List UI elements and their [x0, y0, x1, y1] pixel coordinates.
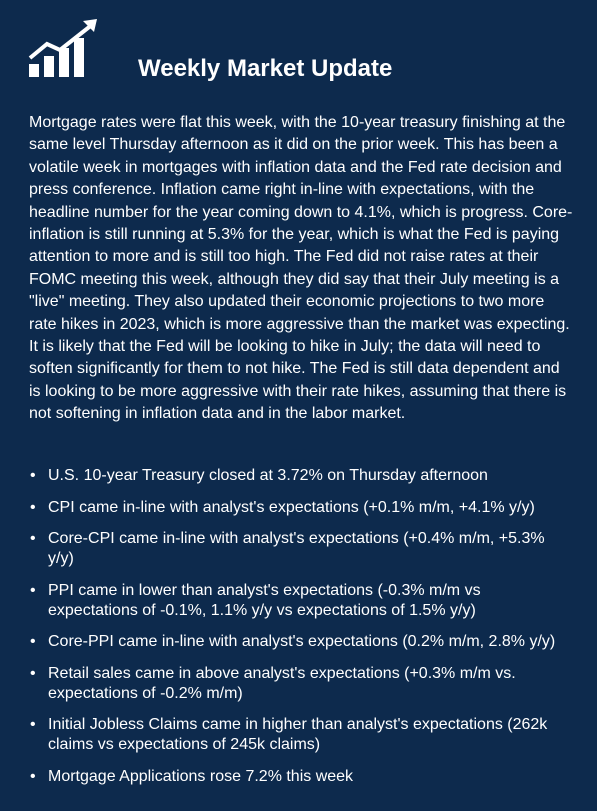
list-item-text: Initial Jobless Claims came in higher than analyst's expectations (262k claims vs expectations of 245k claims)	[48, 716, 548, 753]
growth-chart-icon	[27, 18, 99, 80]
bullet-dot: •	[30, 633, 36, 650]
list-item	[29, 466, 574, 486]
bullet-dot: •	[30, 581, 36, 599]
bullet-dot: •	[30, 467, 36, 484]
market-bullet-list	[29, 466, 574, 798]
bullet-dot: •	[30, 530, 36, 547]
list-item-text: U.S. 10-year Treasury closed at 3.72% on Thursday afternoon	[48, 467, 488, 484]
list-item-text: Core-CPI came in-line with analyst's expectations (+0.4% m/m, +5.3% y/y)	[48, 530, 545, 567]
bullet-dot: •	[30, 498, 36, 516]
list-item-text: Mortgage Applications rose 7.2% this week	[48, 767, 354, 785]
bullet-dot: •	[30, 664, 36, 682]
list-item-text: Core-PPI came in-line with analyst's expectations (0.2% m/m, 2.8% y/y)	[48, 633, 556, 650]
list-item	[29, 632, 574, 652]
header	[0, 0, 597, 100]
list-item-text: Retail sales came in above analyst's expectations (+0.3% m/m vs. expectations of -0.2% m/m)	[48, 664, 516, 702]
list-item	[29, 498, 574, 518]
list-item	[29, 767, 574, 787]
bullet-dot: •	[30, 716, 36, 733]
list-item-text: CPI came in-line with analyst's expectations (+0.1% m/m, +4.1% y/y)	[48, 498, 535, 516]
list-item	[29, 664, 574, 704]
bullet-dot: •	[30, 767, 36, 785]
list-item	[29, 581, 574, 621]
list-item-text: PPI came in lower than analyst's expectations (-0.3% m/m vs expectations of -0.1%, 1.1% y/y vs expectations of 1.5% y/y)	[48, 581, 481, 619]
intro-paragraph: Mortgage rates were flat this week, with the 10-year treasury finishing at the same level Thursday afternoon as it did on the prior week. This has been a volatile week in mortgages with inflation data and the Fed rate decision and press conference. Inflation came right in-line with expectations, with the headline number for the year coming down to 4.1%, which is progress. Core-inflation is still running at 5.3% for the year, which is what the Fed is paying attention to more and is still too high. The Fed did not raise rates at their FOMC meeting this week, although they did say that their July meeting is a "live" meeting. They also updated their economic projections to two more rate hikes in 2023, which is more aggressive than the market was expecting. It is likely that the Fed will be looking to hike in July; the data will need to soften significantly for them to not hike. The Fed is still data dependent and is looking to be more aggressive with their rate hikes, assuming that there is not softening in inflation data and in the labor market.	[29, 114, 573, 423]
list-item	[29, 529, 574, 569]
list-item	[29, 715, 574, 755]
page-title: Weekly Market Update	[138, 55, 393, 82]
